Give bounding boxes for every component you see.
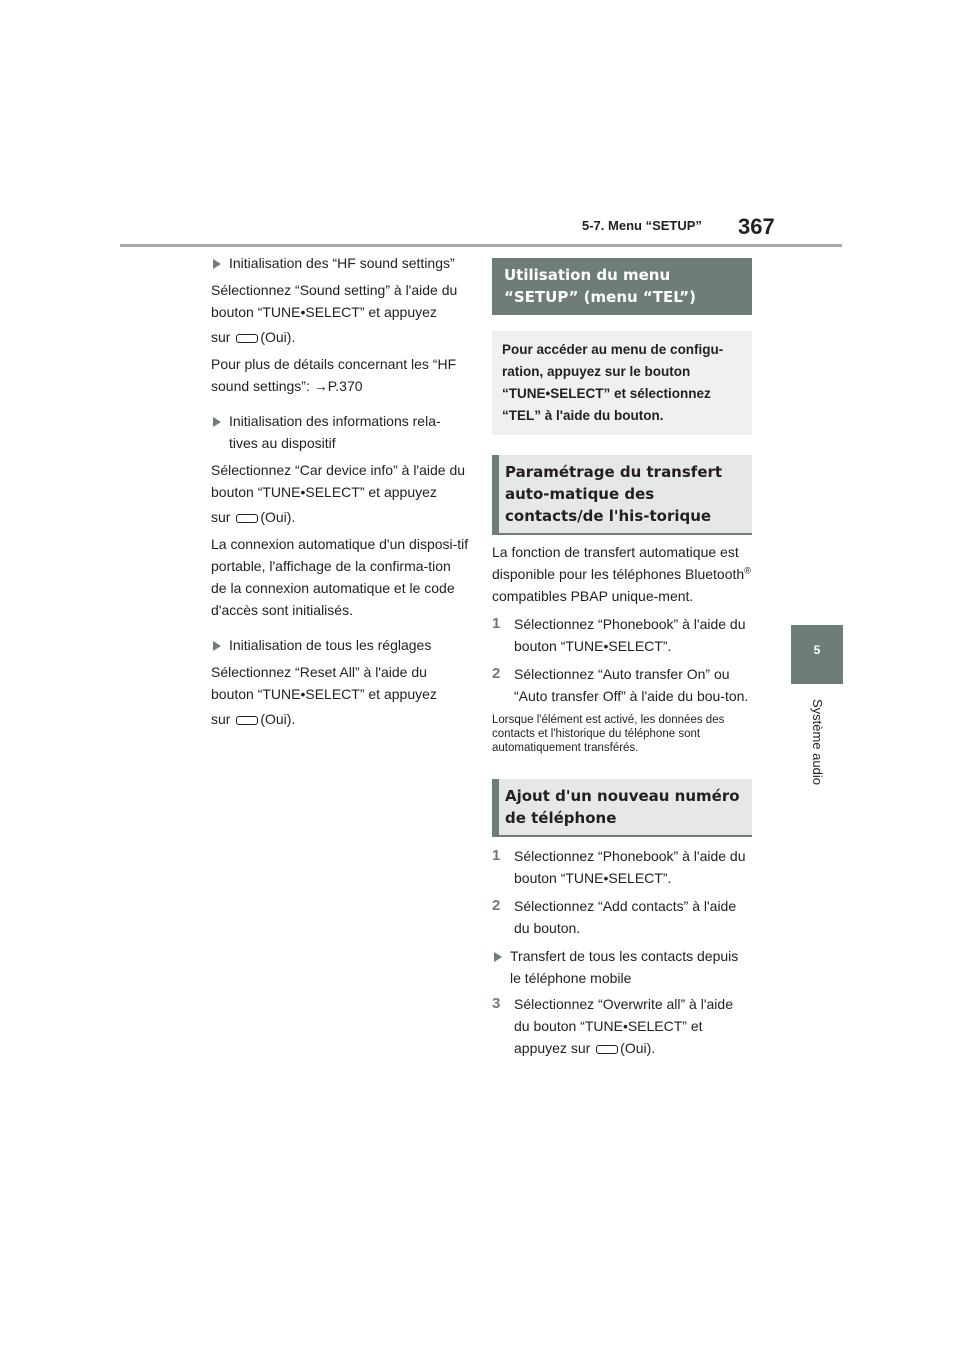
chapter-tab: 5 [791,625,843,684]
note: Lorsque l'élément est activé, les données des contacts et l'historique du téléphone sont automatiquement transférés. [492,714,725,754]
step-text: Sélectionnez “Phonebook” à l'aide du bouton “TUNE•SELECT”. [514,848,746,886]
paragraph [211,353,469,397]
header-divider [120,244,842,247]
paragraph: Sélectionnez “Car device info” à l'aide du bouton “TUNE•SELECT” et appuyez [211,462,466,500]
step-text: Sélectionnez “Auto transfer On” ou “Auto transfer Off” à l'aide du bou-ton. [514,666,749,704]
registered-mark: ® [744,565,751,576]
paragraph: Sélectionnez “Sound setting” à l'aide du bouton “TUNE•SELECT” et appuyez [211,282,458,320]
section-heading: Utilisation du menu “SETUP” (menu “TEL”) [492,258,752,315]
step-number: 2 [492,665,501,682]
text: (Oui). [260,509,296,525]
button-icon [236,334,258,343]
text: (Oui). [260,329,296,345]
step-number: 2 [492,897,501,914]
button-icon [596,1045,618,1054]
text: (Oui). [260,711,296,727]
step-number: 1 [492,615,501,632]
right-column [492,258,752,1059]
triangle-bullet-icon [213,417,221,427]
bullet-heading [211,634,469,656]
triangle-bullet-icon [213,641,221,651]
step-item [492,663,752,707]
triangle-bullet-icon [213,259,221,269]
step-item [492,613,752,657]
chapter-label: Système audio [810,699,825,785]
paragraph: La connexion automatique d'un disposi-tif portable, l'affichage de la confirma-tion de la connexion automatique et le code d'accès sont initialisés. [211,536,469,618]
step-item [492,845,752,889]
step-number: 3 [492,995,501,1012]
page-reference: →P.370 [313,378,363,394]
bullet-heading [211,252,469,274]
paragraph [211,506,469,528]
button-icon [236,716,258,725]
step-text: Sélectionnez “Overwrite all” à l'aide du bouton “TUNE•SELECT” et appuyez sur [514,996,733,1056]
bullet-heading [492,945,752,989]
step-text: Sélectionnez “Phonebook” à l'aide du bouton “TUNE•SELECT”. [514,616,746,654]
subsection-heading: Ajout d'un nouveau numéro de téléphone [492,779,752,837]
text: (Oui). [620,1040,656,1056]
paragraph [492,541,752,607]
triangle-bullet-icon [494,952,502,962]
text: sur [211,329,231,345]
page-number: 367 [738,214,775,239]
step-item [492,895,752,939]
intro-box: Pour accéder au menu de configu-ration, appuyez sur le bouton “TUNE•SELECT” et sélectionnez “TEL” à l'aide du bouton. [492,331,752,435]
paragraph: Sélectionnez “Reset All” à l'aide du bouton “TUNE•SELECT” et appuyez [211,664,437,702]
step-item [492,993,752,1059]
text: compatibles PBAP unique-ment. [492,588,694,604]
bullet-heading-text: Initialisation des “HF sound settings” [229,255,455,271]
paragraph [211,326,469,348]
text: La fonction de transfert automatique est disponible pour les téléphones Bluetooth [492,544,745,582]
bullet-heading-text: Transfert de tous les contacts depuis le téléphone mobile [510,948,739,986]
text: sur [211,509,231,525]
text: Pour plus de détails concernant les “HF sound settings”: [211,356,457,394]
left-column [211,252,469,730]
button-icon [236,514,258,523]
subsection-heading: Paramétrage du transfert auto-matique des contacts/de l'his-torique [492,455,752,535]
bullet-heading-text: Initialisation de tous les réglages [229,637,432,653]
bullet-heading [211,410,469,454]
paragraph [211,708,469,730]
step-number: 1 [492,847,501,864]
bullet-heading-text: Initialisation des informations rela-tives au dispositif [229,413,441,451]
section-title: 5-7. Menu “SETUP” [582,218,702,233]
step-text: Sélectionnez “Add contacts” à l'aide du bouton. [514,898,737,936]
text: sur [211,711,231,727]
